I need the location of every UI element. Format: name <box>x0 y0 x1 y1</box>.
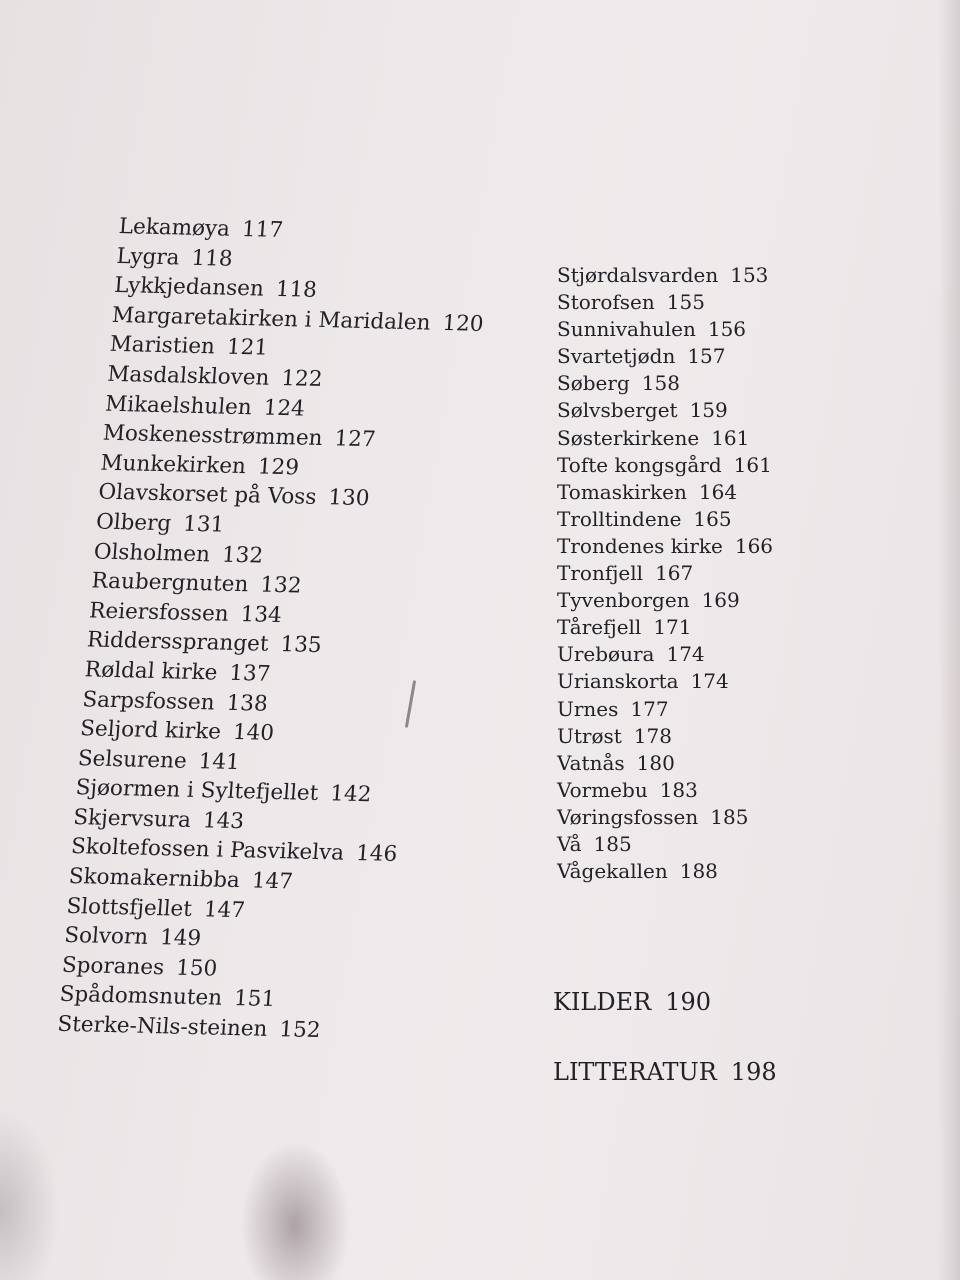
page-number: 161 <box>733 452 772 477</box>
entry-title: Spådomsnuten <box>58 982 224 1012</box>
entry-title: Lykkjedansen <box>113 273 265 302</box>
entry-title: Mikaelshulen <box>104 391 253 420</box>
index-entry <box>557 425 877 452</box>
page-number: 167 <box>655 561 694 586</box>
page-number: 178 <box>633 723 672 748</box>
page-number: 122 <box>280 365 324 392</box>
entry-title: Urebøura <box>557 642 655 667</box>
page-number: 143 <box>201 808 245 835</box>
index-entry <box>557 370 877 397</box>
page-number: 185 <box>710 804 749 829</box>
entry-title: Skoltefossen i Pasvikelva <box>70 834 346 867</box>
entry-title: Tyvenborgen <box>557 588 690 613</box>
entry-title: Selsurene <box>77 745 188 774</box>
entry-title: Lygra <box>115 243 181 271</box>
page-number: 161 <box>711 425 750 450</box>
entry-title: Maristien <box>108 332 216 360</box>
entry-title: Urnes <box>557 696 619 721</box>
page-number: 118 <box>274 277 318 304</box>
entry-title: Reiersfossen <box>88 598 230 627</box>
entry-title: Svartetjødn <box>557 344 676 369</box>
entry-title: Vågekallen <box>557 859 668 884</box>
index-column-right <box>557 262 877 885</box>
page-number: 147 <box>250 868 294 895</box>
index-entry <box>557 506 877 533</box>
page-number: 132 <box>259 572 303 599</box>
page-number: 177 <box>630 696 669 721</box>
page-number: 132 <box>221 542 265 569</box>
entry-title: Vå <box>557 831 582 856</box>
entry-title: Tofte kongsgård <box>557 452 722 477</box>
page-edge-shadow <box>938 0 960 1280</box>
page-number: 138 <box>225 690 269 717</box>
entry-title: Stjørdalsvarden <box>557 263 719 287</box>
back-section-kilder <box>553 988 711 1016</box>
index-entry <box>557 750 877 777</box>
index-entry <box>557 858 877 885</box>
entry-title: Lekamøya <box>117 213 231 242</box>
entry-title: Røldal kirke <box>83 657 219 686</box>
index-entry <box>557 479 877 506</box>
index-entry <box>557 587 877 614</box>
page-number: 169 <box>701 588 740 613</box>
index-entry <box>557 696 877 723</box>
entry-title: Søberg <box>557 371 630 396</box>
index-entry <box>557 343 877 370</box>
entry-title: Vøringsfossen <box>557 804 699 829</box>
page-number: 183 <box>659 777 698 802</box>
page-number: 152 <box>278 1017 322 1044</box>
index-entry <box>557 289 877 316</box>
entry-title: Seljord kirke <box>79 716 222 745</box>
entry-title: Tomaskirken <box>557 479 687 504</box>
entry-title: Olberg <box>95 509 173 537</box>
page-number: 120 <box>441 310 485 337</box>
page-number: 174 <box>666 642 705 667</box>
page-number: 158 <box>641 371 680 396</box>
page-number: 156 <box>707 317 747 342</box>
index-entry <box>557 560 877 587</box>
entry-title: Urianskorta <box>557 669 679 694</box>
entry-title: Skomakernibba <box>67 864 241 894</box>
section-label: LITTERATUR <box>553 1058 717 1086</box>
index-entry <box>557 723 877 750</box>
index-entry <box>557 641 877 668</box>
page-number: 188 <box>679 859 718 884</box>
index-entry <box>557 668 877 695</box>
entry-title: Moskenesstrømmen <box>102 420 324 452</box>
page-number: 198 <box>730 1058 777 1086</box>
entry-title: Munkekirken <box>99 450 247 479</box>
page-number: 147 <box>202 896 246 923</box>
entry-title: Skjervsura <box>72 804 192 833</box>
page-number: 159 <box>689 398 728 423</box>
entry-title: Vormebu <box>557 777 648 802</box>
entry-title: Olsholmen <box>92 539 211 567</box>
page-number: 127 <box>333 426 377 453</box>
entry-title: Margaretakirken i Maridalen <box>111 302 432 336</box>
index-entry <box>557 452 877 479</box>
index-entry <box>557 614 877 641</box>
page-number: 185 <box>593 831 632 856</box>
entry-title: Sølvsberget <box>557 398 678 423</box>
page-number: 149 <box>159 925 203 952</box>
page-number: 171 <box>653 615 692 640</box>
page-number: 166 <box>734 533 774 558</box>
index-entry <box>557 533 877 560</box>
entry-title: Utrøst <box>557 723 622 748</box>
entry-title: Riddersspranget <box>86 627 270 658</box>
page-number: 130 <box>327 485 371 512</box>
entry-title: Sporanes <box>61 952 166 981</box>
entry-title: Slottsfjellet <box>65 893 193 922</box>
index-column-left <box>56 212 560 1050</box>
finger-shadow <box>240 1140 350 1280</box>
entry-title: Sterke-Nils-steinen <box>56 1011 269 1042</box>
page-number: 157 <box>687 344 726 369</box>
page-number: 121 <box>225 335 269 362</box>
section-label: KILDER <box>553 988 652 1016</box>
page-number: 135 <box>279 632 323 659</box>
page-number: 174 <box>690 669 729 694</box>
page-number: 141 <box>197 748 241 775</box>
index-entry <box>557 831 877 858</box>
entry-title: Solvorn <box>63 923 150 951</box>
index-entry <box>557 316 877 343</box>
entry-title: Tårefjell <box>557 615 642 640</box>
page-number: 118 <box>190 245 234 272</box>
page-number: 190 <box>665 988 711 1016</box>
page-number: 124 <box>262 395 306 422</box>
entry-title: Raubergnuten <box>90 568 250 598</box>
page-number: 134 <box>239 601 283 628</box>
back-section-litteratur <box>553 1058 777 1086</box>
page-number: 165 <box>693 506 732 531</box>
entry-title: Trondenes kirke <box>557 533 723 558</box>
entry-title: Vatnås <box>557 750 625 775</box>
page-number: 129 <box>256 454 300 481</box>
page-number: 146 <box>355 841 399 868</box>
entry-title: Sarpsfossen <box>81 686 216 715</box>
page-number: 180 <box>636 750 675 775</box>
entry-title: Trolltindene <box>557 506 682 531</box>
page-number: 131 <box>182 511 226 538</box>
entry-title: Sjøormen i Syltefjellet <box>74 775 320 807</box>
index-entry <box>557 804 877 831</box>
index-entry <box>557 777 877 804</box>
corner-shadow <box>0 1110 60 1280</box>
entry-title: Tronfjell <box>557 561 644 586</box>
page-number: 142 <box>329 781 373 808</box>
entry-title: Sunnivahulen <box>557 317 696 342</box>
page-number: 117 <box>241 217 285 243</box>
entry-title: Masdalskloven <box>106 361 271 391</box>
entry-title: Søsterkirkene <box>557 425 700 450</box>
index-entry <box>557 262 877 289</box>
page-number: 150 <box>175 955 219 982</box>
entry-title: Olavskorset på Voss <box>97 479 318 511</box>
page-number: 151 <box>233 986 277 1013</box>
page-number: 140 <box>231 720 275 746</box>
page-number: 137 <box>228 660 272 687</box>
entry-title: Storofsen <box>557 290 655 315</box>
page-number: 153 <box>730 263 769 287</box>
index-entry <box>557 397 877 424</box>
page-number: 164 <box>698 479 738 504</box>
page-number: 155 <box>666 290 705 315</box>
